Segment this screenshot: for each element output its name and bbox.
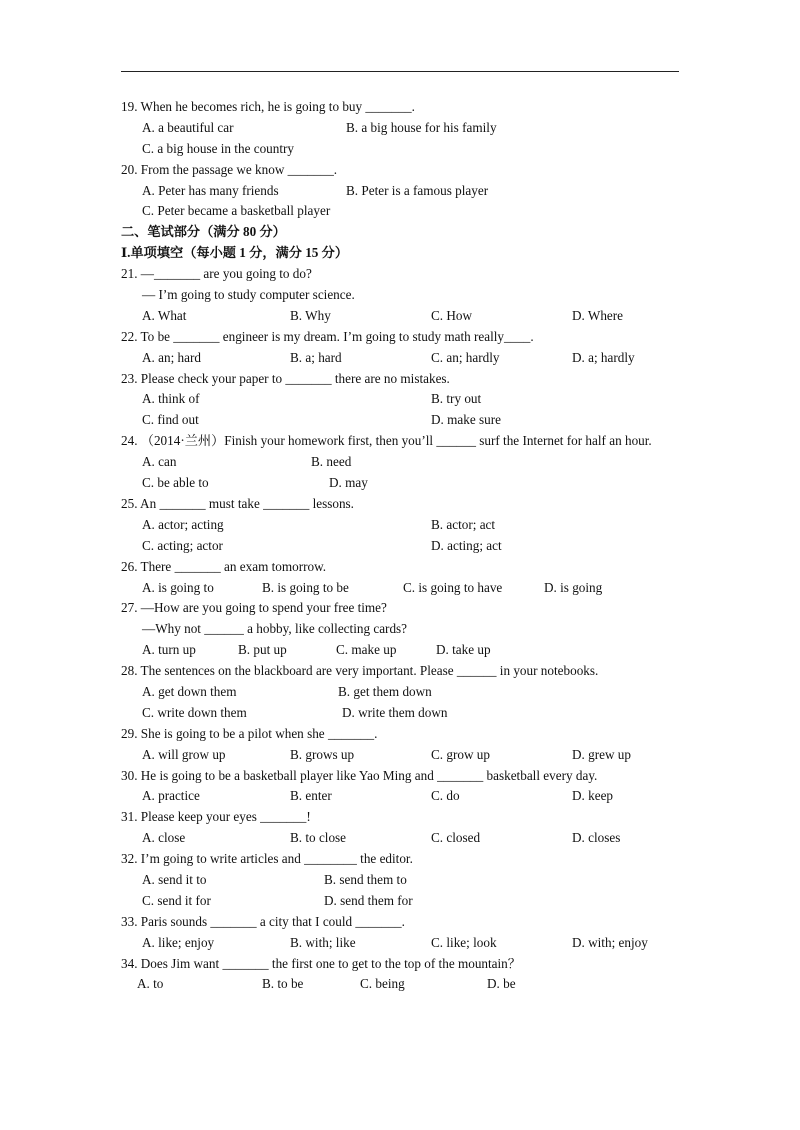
question-27-stem: 27. —How are you going to spend your free time? — [121, 600, 387, 616]
question-31-stem: 31. Please keep your eyes _______! — [121, 809, 311, 825]
option-a: A. an; hard — [142, 349, 201, 365]
option-c: C. like; look — [431, 934, 497, 950]
option-d: D. make sure — [431, 412, 501, 428]
question-28-stem: 28. The sentences on the blackboard are very important. Please ______ in your notebooks. — [121, 663, 599, 679]
option-b: B. a; hard — [290, 349, 342, 365]
option-b: B. a big house for his family — [346, 119, 497, 135]
option-a: A. close — [142, 830, 186, 846]
option-c: C. make up — [336, 642, 397, 658]
question-31-options — [121, 828, 681, 849]
question-22-stem: 22. To be _______ engineer is my dream. I’m going to study math really____. — [121, 328, 534, 344]
option-b: B. send them to — [324, 871, 407, 887]
option-c: C. send it for — [142, 892, 211, 908]
option-b: B. enter — [290, 788, 332, 804]
option-a: A. will grow up — [142, 746, 226, 762]
question-29-stem: 29. She is going to be a pilot when she _______. — [121, 725, 378, 741]
question-21-options — [121, 306, 681, 327]
question-20-stem: 20. From the passage we know _______. — [121, 161, 338, 177]
question-28-options-row1 — [121, 682, 681, 703]
option-c: C. write down them — [142, 704, 247, 720]
question-23-stem: 23. Please check your paper to _______ there are no mistakes. — [121, 370, 450, 386]
option-d: D. keep — [572, 788, 614, 804]
option-d: D. closes — [572, 830, 621, 846]
option-a: A. is going to — [142, 579, 214, 595]
option-d: D. send them for — [324, 892, 413, 908]
question-30-options — [121, 786, 681, 807]
option-d: D. Where — [572, 307, 624, 323]
option-c: C. a big house in the country — [142, 140, 294, 156]
option-d: D. take up — [436, 642, 491, 658]
option-d: D. acting; act — [431, 537, 502, 553]
question-21-reply: — I’m going to study computer science. — [142, 287, 355, 303]
option-c: C. find out — [142, 412, 199, 428]
option-a: A. get down them — [142, 683, 237, 699]
option-d: D. is going — [544, 579, 603, 595]
question-25-options-row1 — [121, 515, 681, 536]
option-d: D. grew up — [572, 746, 631, 762]
option-b: B. get them down — [338, 683, 432, 699]
option-b: B. to close — [290, 830, 347, 846]
section-heading: 二、笔试部分（满分 80 分） — [121, 224, 286, 240]
option-a: A. can — [142, 454, 177, 470]
question-25-stem: 25. An _______ must take _______ lessons. — [121, 495, 354, 511]
question-26-options — [121, 578, 681, 599]
option-a: A. What — [142, 307, 187, 323]
option-a: A. a beautiful car — [142, 119, 234, 135]
option-b: B. Peter is a famous player — [346, 182, 489, 198]
question-26-stem: 26. There _______ an exam tomorrow. — [121, 558, 327, 574]
question-24-options-row2 — [121, 473, 681, 494]
option-b: B. grows up — [290, 746, 355, 762]
option-a: A. think of — [142, 391, 200, 407]
option-c: C. being — [360, 976, 405, 992]
question-33-options — [121, 933, 681, 954]
option-d: D. a; hardly — [572, 349, 635, 365]
option-c: C. an; hardly — [431, 349, 500, 365]
option-c: C. be able to — [142, 475, 209, 491]
question-32-stem: 32. I’m going to write articles and ________ the editor. — [121, 851, 413, 867]
header-rule — [121, 71, 679, 72]
question-27-options — [121, 640, 681, 661]
option-c: C. grow up — [431, 746, 490, 762]
question-29-options — [121, 745, 681, 766]
option-a: A. turn up — [142, 642, 196, 658]
question-23-options-row2 — [121, 410, 681, 431]
question-27-reply: —Why not ______ a hobby, like collecting cards? — [142, 621, 408, 637]
option-d: D. with; enjoy — [572, 934, 648, 950]
option-a: A. to — [137, 976, 164, 992]
option-b: B. is going to be — [262, 579, 349, 595]
option-a: A. actor; acting — [142, 516, 224, 532]
option-b: B. try out — [431, 391, 482, 407]
question-19-options-row1 — [121, 118, 681, 139]
option-c: C. closed — [431, 830, 481, 846]
question-34-options — [121, 974, 681, 995]
option-c: C. do — [431, 788, 460, 804]
subsection-heading: Ⅰ.单项填空（每小题 1 分，满分 15 分） — [121, 245, 349, 261]
option-c: C. is going to have — [403, 579, 503, 595]
option-c: C. acting; actor — [142, 537, 223, 553]
option-b: B. need — [311, 454, 352, 470]
question-21-stem: 21. —_______ are you going to do? — [121, 266, 312, 282]
option-b: B. with; like — [290, 934, 356, 950]
question-20-options-row1 — [121, 181, 681, 202]
option-b: B. to be — [262, 976, 304, 992]
option-a: A. Peter has many friends — [142, 182, 279, 198]
option-b: B. actor; act — [431, 516, 496, 532]
question-28-options-row2 — [121, 703, 681, 724]
question-22-options — [121, 348, 681, 369]
question-32-options-row1 — [121, 870, 681, 891]
option-c: C. How — [431, 307, 473, 323]
question-30-stem: 30. He is going to be a basketball player like Yao Ming and _______ basketball every day. — [121, 767, 598, 783]
option-a: A. practice — [142, 788, 200, 804]
question-23-options-row1 — [121, 389, 681, 410]
question-24-stem: 24. （2014·兰州）Finish your homework first, then you’ll ______ surf the Internet for half an hour. — [121, 433, 652, 449]
question-33-stem: 33. Paris sounds _______ a city that I could _______. — [121, 913, 405, 929]
question-24-options-row1 — [121, 452, 681, 473]
option-d: D. may — [329, 475, 368, 491]
question-34-stem: 34. Does Jim want _______ the first one to get to the top of the mountain？ — [121, 955, 521, 971]
option-a: A. send it to — [142, 871, 207, 887]
option-d: D. be — [487, 976, 516, 992]
option-b: B. Why — [290, 307, 331, 323]
option-b: B. put up — [238, 642, 287, 658]
question-32-options-row2 — [121, 891, 681, 912]
option-d: D. write them down — [342, 704, 448, 720]
question-25-options-row2 — [121, 536, 681, 557]
option-c: C. Peter became a basketball player — [142, 203, 331, 219]
exam-page — [121, 97, 681, 995]
option-a: A. like; enjoy — [142, 934, 215, 950]
question-19-stem: 19. When he becomes rich, he is going to buy _______. — [121, 99, 415, 114]
